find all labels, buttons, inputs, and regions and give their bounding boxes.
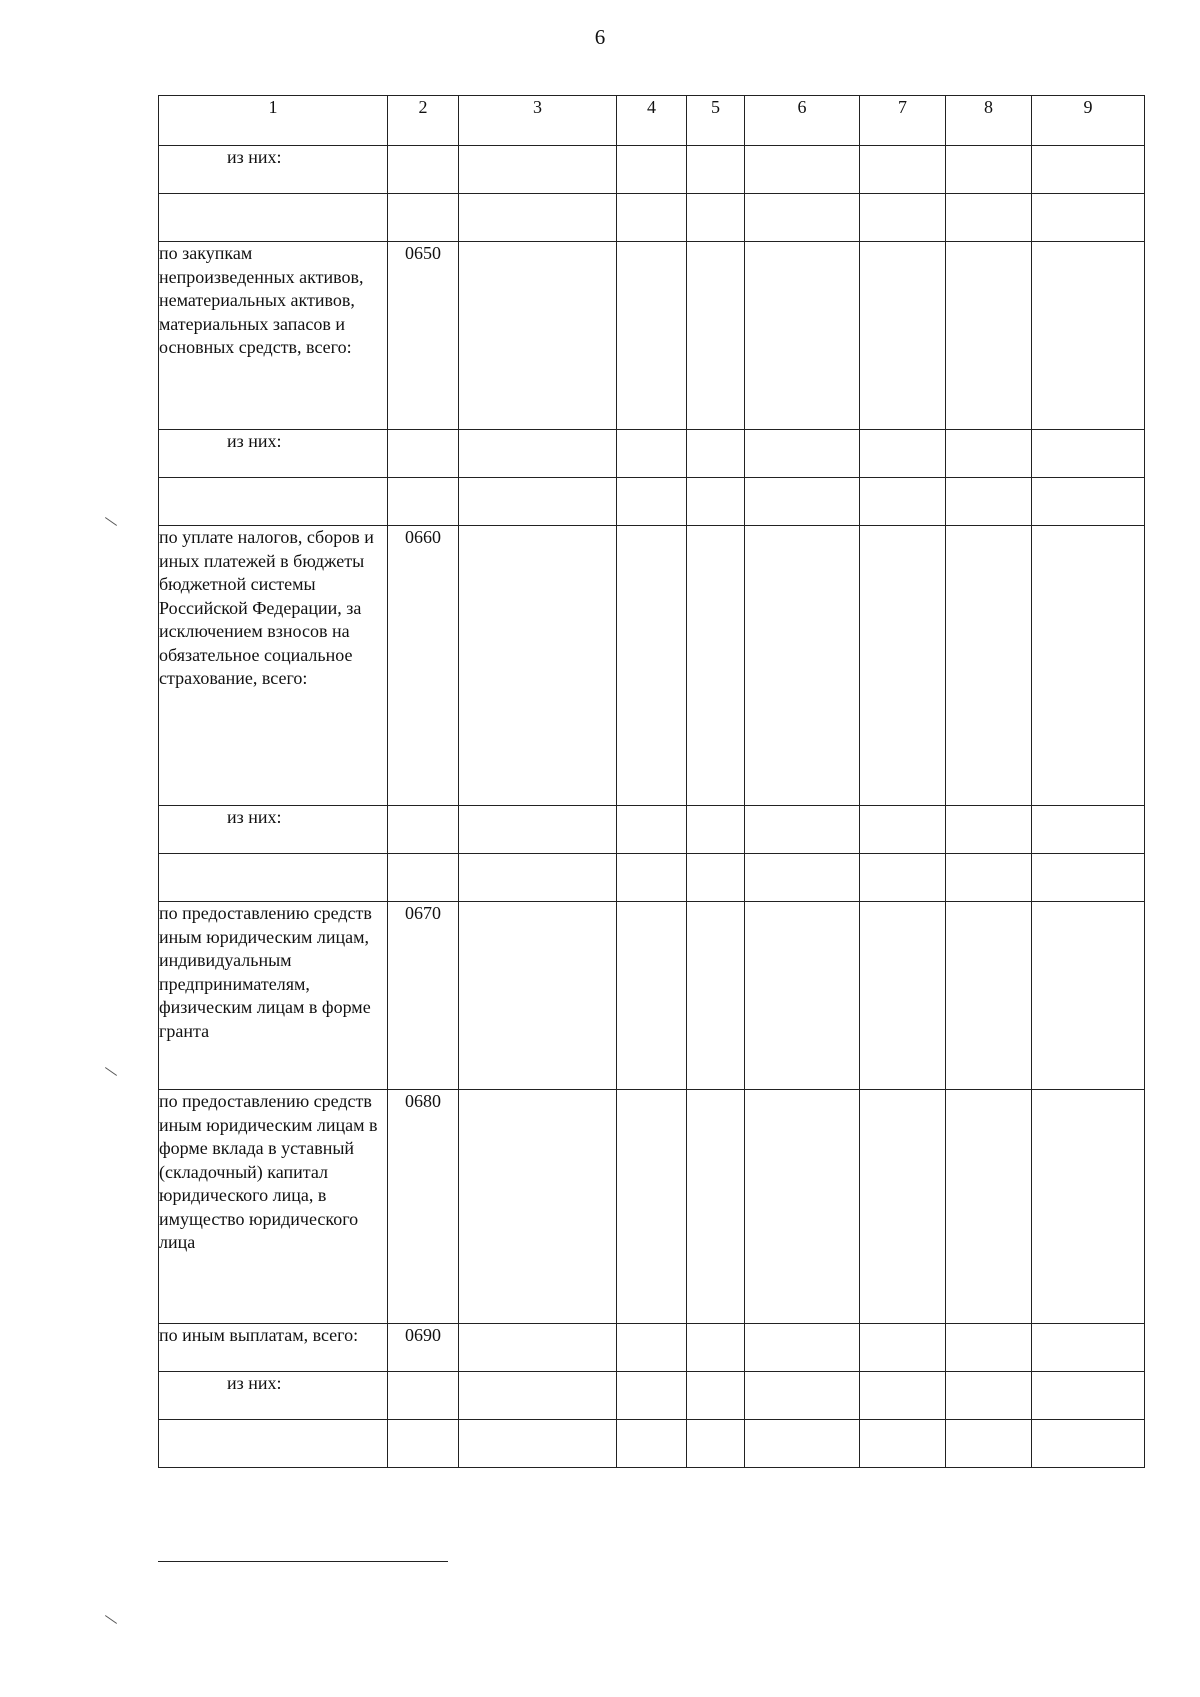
table-row [159, 526, 1145, 806]
row-label: по уплате налогов, сборов и иных платежей в бюджеты бюджетной системы Российской Федерации, за исключением взносов на обязательное социальное страхование, всего: [159, 526, 388, 806]
row-label: из них: [159, 806, 388, 854]
data-cell [946, 146, 1032, 194]
data-cell [687, 478, 745, 526]
data-cell [459, 146, 617, 194]
page-number: 6 [594, 25, 606, 49]
table-row [159, 902, 1145, 1090]
data-cell [459, 1372, 617, 1420]
data-cell [617, 854, 687, 902]
data-cell [946, 242, 1032, 430]
data-cell [1032, 1324, 1145, 1372]
data-cell [1032, 806, 1145, 854]
data-cell [687, 430, 745, 478]
table-row [159, 478, 1145, 526]
data-cell [687, 1420, 745, 1468]
row-label: из них: [159, 430, 388, 478]
data-cell [745, 1420, 860, 1468]
data-cell [1032, 146, 1145, 194]
row-label: по иным выплатам, всего: [159, 1324, 388, 1372]
scan-mark [105, 517, 117, 526]
row-label: по закупкам непроизведенных активов, нематериальных активов, материальных запасов и основных средств, всего: [159, 242, 388, 430]
data-cell [617, 1420, 687, 1468]
row-code [388, 430, 459, 478]
table-row [159, 806, 1145, 854]
data-cell [745, 146, 860, 194]
data-cell [946, 854, 1032, 902]
column-header: 5 [687, 96, 745, 146]
column-header: 3 [459, 96, 617, 146]
data-cell [687, 1324, 745, 1372]
data-cell [860, 194, 946, 242]
data-cell [946, 1090, 1032, 1324]
row-label [159, 1420, 388, 1468]
scan-mark [105, 1067, 117, 1076]
data-cell [745, 1372, 860, 1420]
column-header: 1 [159, 96, 388, 146]
row-label [159, 194, 388, 242]
row-code: 0650 [388, 242, 459, 430]
data-cell [459, 806, 617, 854]
row-code: 0670 [388, 902, 459, 1090]
data-cell [459, 1324, 617, 1372]
data-cell [860, 902, 946, 1090]
table-row [159, 1324, 1145, 1372]
data-cell [617, 478, 687, 526]
scan-mark [105, 1615, 117, 1624]
data-cell [860, 1090, 946, 1324]
data-cell [617, 146, 687, 194]
data-cell [687, 194, 745, 242]
data-cell [860, 242, 946, 430]
data-cell [1032, 242, 1145, 430]
data-cell [745, 242, 860, 430]
data-cell [946, 526, 1032, 806]
data-cell [687, 1372, 745, 1420]
data-cell [1032, 1372, 1145, 1420]
data-cell [1032, 1090, 1145, 1324]
data-cell [1032, 854, 1145, 902]
data-cell [745, 194, 860, 242]
data-cell [617, 242, 687, 430]
data-cell [687, 902, 745, 1090]
data-cell [1032, 526, 1145, 806]
data-cell [459, 194, 617, 242]
data-cell [946, 478, 1032, 526]
data-cell [745, 806, 860, 854]
data-cell [617, 430, 687, 478]
footnote-rule [158, 1561, 448, 1562]
data-cell [617, 902, 687, 1090]
data-cell [617, 806, 687, 854]
row-label [159, 854, 388, 902]
data-cell [860, 478, 946, 526]
data-cell [617, 1090, 687, 1324]
data-cell [946, 1420, 1032, 1468]
table-row [159, 1420, 1145, 1468]
table-row [159, 430, 1145, 478]
data-cell [459, 430, 617, 478]
data-cell [946, 1324, 1032, 1372]
header-row [159, 96, 1145, 146]
data-cell [860, 1372, 946, 1420]
row-code [388, 146, 459, 194]
row-code: 0690 [388, 1324, 459, 1372]
data-cell [745, 1090, 860, 1324]
data-cell [745, 902, 860, 1090]
data-cell [946, 902, 1032, 1090]
row-code [388, 478, 459, 526]
row-label: по предоставлению средств иным юридическим лицам в форме вклада в уставный (складочный) капитал юридического лица, в имущество юридического лица [159, 1090, 388, 1324]
row-code [388, 854, 459, 902]
data-cell [687, 146, 745, 194]
data-cell [1032, 194, 1145, 242]
data-cell [617, 194, 687, 242]
column-header: 2 [388, 96, 459, 146]
data-cell [745, 526, 860, 806]
data-cell [687, 242, 745, 430]
data-cell [860, 854, 946, 902]
data-cell [687, 854, 745, 902]
data-cell [745, 430, 860, 478]
data-cell [459, 854, 617, 902]
data-cell [946, 1372, 1032, 1420]
table-row [159, 146, 1145, 194]
data-cell [745, 478, 860, 526]
data-cell [459, 478, 617, 526]
data-cell [1032, 430, 1145, 478]
row-code [388, 194, 459, 242]
data-cell [459, 902, 617, 1090]
column-header: 8 [946, 96, 1032, 146]
data-cell [617, 526, 687, 806]
data-cell [459, 1420, 617, 1468]
data-cell [459, 1090, 617, 1324]
data-cell [1032, 902, 1145, 1090]
data-cell [617, 1324, 687, 1372]
row-label: из них: [159, 1372, 388, 1420]
row-code [388, 1420, 459, 1468]
row-label: из них: [159, 146, 388, 194]
column-header: 4 [617, 96, 687, 146]
row-label: по предоставлению средств иным юридическим лицам, индивидуальным предпринимателям, физическим лицам в форме гранта [159, 902, 388, 1090]
data-cell [745, 854, 860, 902]
row-label [159, 478, 388, 526]
data-cell [1032, 1420, 1145, 1468]
data-cell [946, 806, 1032, 854]
report-table [158, 95, 1145, 1468]
data-cell [459, 242, 617, 430]
data-cell [617, 1372, 687, 1420]
data-cell [459, 526, 617, 806]
column-header: 6 [745, 96, 860, 146]
table-row [159, 1090, 1145, 1324]
table-row [159, 1372, 1145, 1420]
table-row [159, 242, 1145, 430]
column-header: 7 [860, 96, 946, 146]
data-cell [1032, 478, 1145, 526]
data-cell [687, 526, 745, 806]
data-cell [860, 806, 946, 854]
row-code [388, 1372, 459, 1420]
data-cell [860, 146, 946, 194]
data-cell [860, 430, 946, 478]
column-header: 9 [1032, 96, 1145, 146]
table-row [159, 194, 1145, 242]
data-cell [687, 806, 745, 854]
row-code [388, 806, 459, 854]
data-cell [745, 1324, 860, 1372]
row-code: 0660 [388, 526, 459, 806]
data-cell [687, 1090, 745, 1324]
data-cell [946, 430, 1032, 478]
data-cell [946, 194, 1032, 242]
row-code: 0680 [388, 1090, 459, 1324]
data-cell [860, 1324, 946, 1372]
table-row [159, 854, 1145, 902]
data-cell [860, 526, 946, 806]
data-cell [860, 1420, 946, 1468]
